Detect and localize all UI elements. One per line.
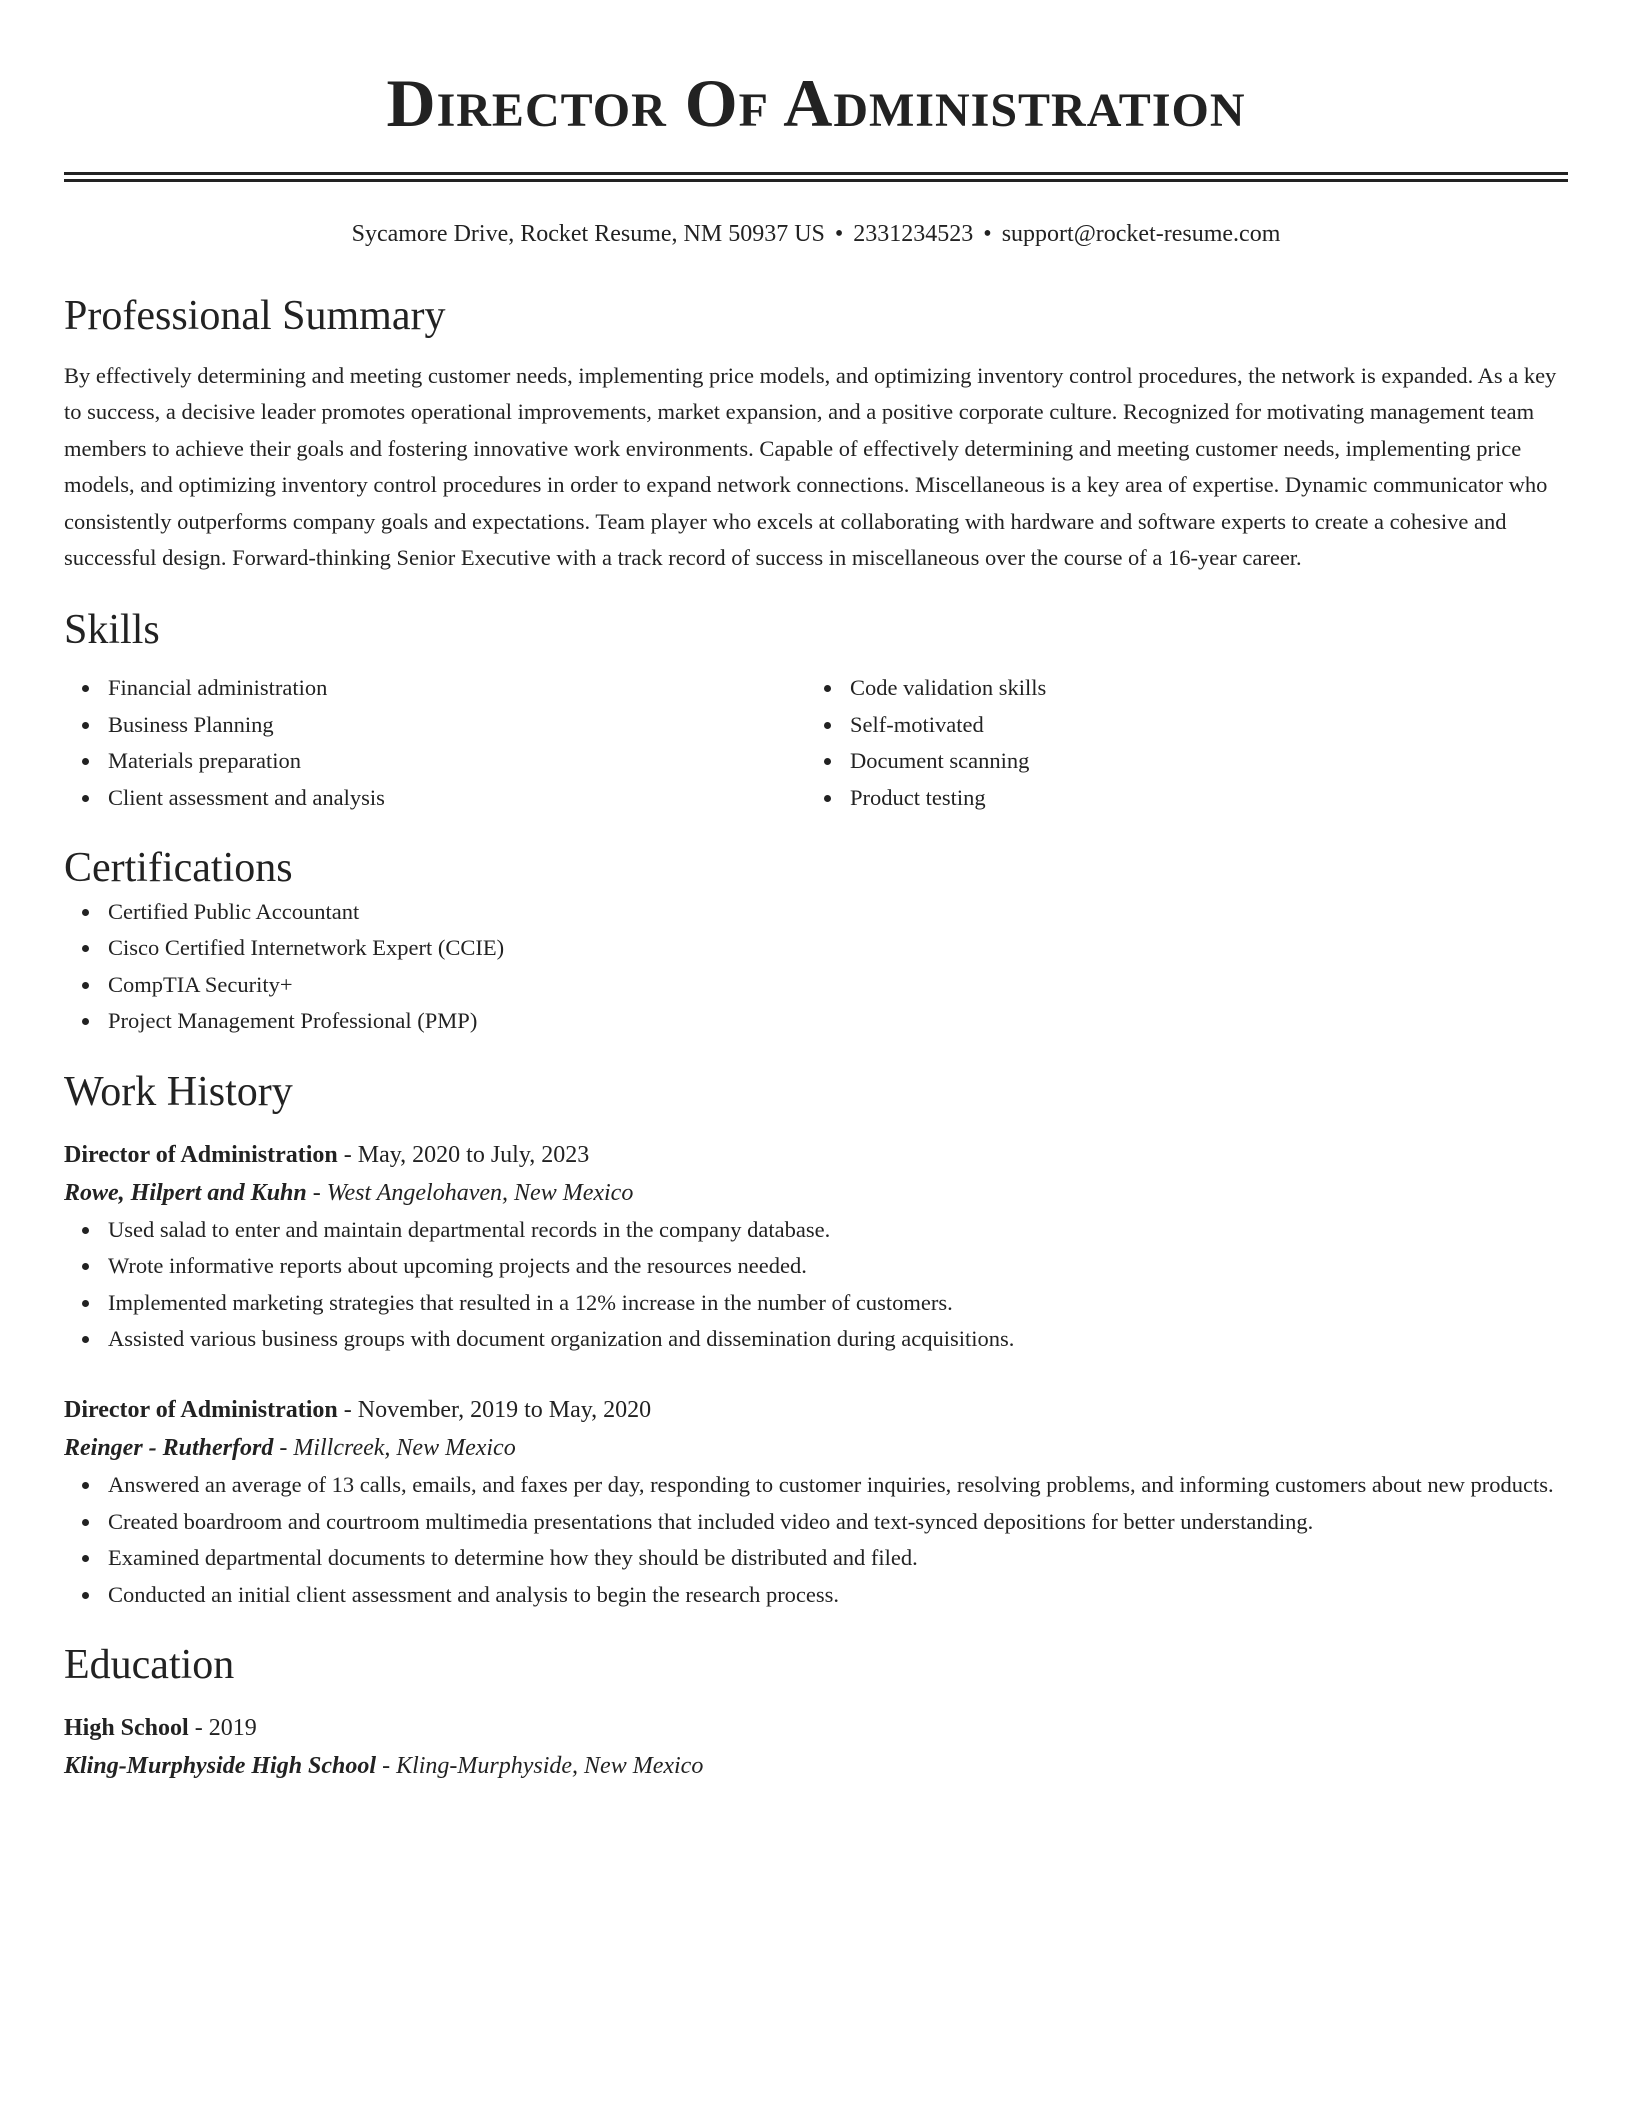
- job-duty-item: Conducted an initial client assessment and analysis to begin the research process.: [108, 1577, 1568, 1613]
- education-heading: Education: [64, 1641, 235, 1688]
- job-duty-item: Implemented marketing strategies that resulted in a 12% increase in the number of customers.: [108, 1285, 1568, 1321]
- contact-address: Sycamore Drive, Rocket Resume, NM 50937 US: [351, 221, 825, 247]
- certifications-list: [64, 894, 1568, 1040]
- job-duties-list: [64, 1212, 1568, 1358]
- contact-separator: •: [983, 221, 992, 247]
- skills-list-left: [64, 670, 806, 816]
- skills-grid: [64, 670, 1568, 816]
- resume-title: Director Of Administration: [386, 65, 1246, 141]
- job-dates: - November, 2019 to May, 2020: [337, 1397, 652, 1424]
- education-year: - 2019: [188, 1714, 257, 1741]
- job-entry: [64, 1136, 1568, 1358]
- job-company: Rowe, Hilpert and Kuhn: [64, 1179, 307, 1206]
- skill-item: Self-motivated: [850, 707, 1548, 743]
- job-title-line: [64, 1136, 1568, 1174]
- contact-email: support@rocket-resume.com: [1001, 221, 1281, 247]
- certification-item: Cisco Certified Internetwork Expert (CCIE): [108, 930, 1568, 966]
- job-location: - Millcreek, New Mexico: [273, 1435, 516, 1462]
- certification-item: Certified Public Accountant: [108, 894, 1568, 930]
- job-duty-item: Created boardroom and courtroom multimedia presentations that included video and text-synced depositions for better understanding.: [108, 1504, 1568, 1540]
- title-divider: [64, 172, 1568, 182]
- contact-line: [64, 216, 1568, 252]
- education-degree: High School: [64, 1714, 189, 1741]
- skill-item: Code validation skills: [850, 670, 1548, 706]
- skill-item: Business Planning: [108, 707, 806, 743]
- education-location: - Kling-Murphyside, New Mexico: [376, 1752, 704, 1779]
- skill-item: Document scanning: [850, 743, 1548, 779]
- certification-item: CompTIA Security+: [108, 967, 1568, 1003]
- job-duty-item: Examined departmental documents to determine how they should be distributed and filed.: [108, 1540, 1568, 1576]
- summary-heading: Professional Summary: [64, 293, 446, 339]
- job-duty-item: Assisted various business groups with document organization and dissemination during acquisitions.: [108, 1321, 1568, 1357]
- education-school: Kling-Murphyside High School: [64, 1752, 377, 1779]
- job-duties-list: [64, 1467, 1568, 1613]
- job-title: Director of Administration: [64, 1397, 338, 1424]
- skills-list-right: [806, 670, 1548, 816]
- education-school-line: [64, 1747, 1568, 1785]
- job-location: - West Angelohaven, New Mexico: [306, 1179, 634, 1206]
- job-duty-item: Used salad to enter and maintain departmental records in the company database.: [108, 1212, 1568, 1248]
- skill-item: Materials preparation: [108, 743, 806, 779]
- skill-item: Product testing: [850, 780, 1548, 816]
- skill-item: Client assessment and analysis: [108, 780, 806, 816]
- job-title: Director of Administration: [64, 1141, 338, 1168]
- skills-heading: Skills: [64, 607, 160, 654]
- job-company-line: [64, 1429, 1568, 1467]
- certifications-heading: Certifications: [64, 845, 293, 892]
- job-duty-item: Wrote informative reports about upcoming projects and the resources needed.: [108, 1248, 1568, 1284]
- contact-phone: 2331234523: [853, 221, 974, 247]
- education-degree-line: [64, 1709, 1568, 1747]
- job-duty-item: Answered an average of 13 calls, emails, and faxes per day, responding to customer inquiries, resolving problems, and informing customers about new products.: [108, 1467, 1568, 1503]
- contact-separator: •: [834, 221, 844, 247]
- job-entry: [64, 1391, 1568, 1613]
- work-history-heading: Work History: [64, 1068, 293, 1115]
- summary-text: By effectively determining and meeting customer needs, implementing price models, and optimizing inventory control procedures, the network is expanded. As a key to success, a decisive leader promotes operational improvements, market expansion, and a positive corporate culture. Recognized for motivating management team members to achieve their goals and fostering innovative work environments. Capable of effectively determining and meeting customer needs, implementing price models, and optimizing inventory control procedures in order to expand network connections. Miscellaneous is a key area of expertise. Dynamic communicator who consistently outperforms company goals and expectations. Team player who excels at collaborating with hardware and software experts to create a cohesive and successful design. Forward-thinking Senior Executive with a track record of success in miscellaneous over the course of a 16-year career.: [64, 363, 1557, 571]
- job-title-line: [64, 1391, 1568, 1429]
- job-company-line: [64, 1174, 1568, 1212]
- job-company: Reinger - Rutherford: [64, 1435, 274, 1462]
- certification-item: Project Management Professional (PMP): [108, 1003, 1568, 1039]
- skill-item: Financial administration: [108, 670, 806, 706]
- job-dates: - May, 2020 to July, 2023: [337, 1141, 590, 1168]
